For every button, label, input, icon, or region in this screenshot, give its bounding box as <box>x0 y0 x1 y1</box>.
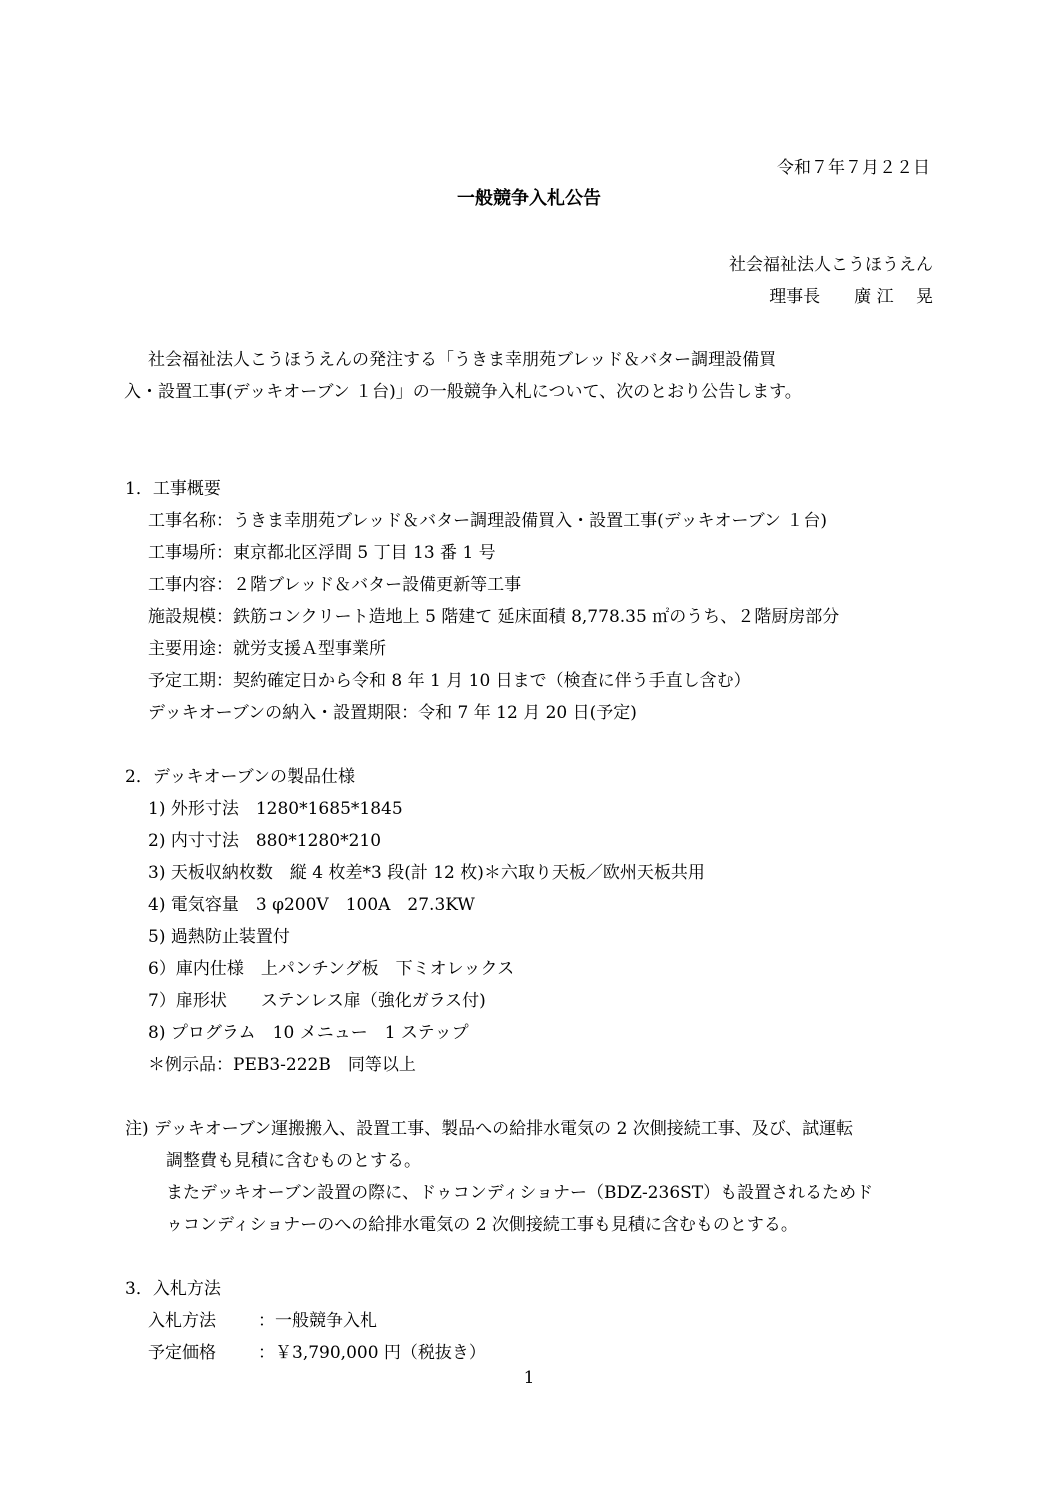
list-item: 6）庫内仕様 上パンチング板 下ミオレックス <box>148 959 515 979</box>
document-title: 一般競争入札公告 <box>457 188 601 209</box>
note-line-1: 注) デッキオーブン運搬搬入、設置工事、製品への給排水電気の 2 次側接続工事、及び、試運転 <box>125 1119 854 1139</box>
note-line-4: ゥコンディショナーのへの給排水電気の 2 次側接続工事も見積に含むものとする。 <box>166 1215 798 1235</box>
note-line-3: またデッキオーブン設置の際に、ドゥコンディショナー（BDZ-236ST）も設置されるためド <box>166 1183 874 1203</box>
list-item: 3) 天板収納枚数 縦 4 枚差*3 段(計 12 枚)＊六取り天板／欧州天板共用 <box>148 863 705 883</box>
chairman-name: 理事長 廣 江 晃 <box>769 287 933 307</box>
list-item: 1) 外形寸法 1280*1685*1845 <box>148 799 403 819</box>
field-value: ：一般競争入札 <box>258 1311 377 1331</box>
list-item: 工事内容：２階ブレッド＆バター設備更新等工事 <box>148 575 522 595</box>
section-heading: 2．デッキオーブンの製品仕様 <box>125 767 355 787</box>
section-heading: 1．工事概要 <box>125 479 221 499</box>
list-item: 8) プログラム 10 メニュー 1 ステップ <box>148 1023 469 1043</box>
list-item: ＊例示品：PEB3-222B 同等以上 <box>148 1055 416 1075</box>
field-value: ：￥3,790,000 円（税抜き） <box>258 1343 486 1363</box>
note-line-2: 調整費も見積に含むものとする。 <box>166 1151 421 1171</box>
list-item: 施設規模：鉄筋コンクリート造地上 5 階建て 延床面積 8,778.35 ㎡のうち、２階厨房部分 <box>148 607 840 627</box>
list-item: 主要用途：就労支援Ａ型事業所 <box>148 639 386 659</box>
list-item: 4) 電気容量 3 φ200V 100A 27.3KW <box>148 895 475 915</box>
intro-line-1: 社会福祉法人こうほうえんの発注する「うきま幸朋苑ブレッド＆バター調理設備買 <box>148 350 777 370</box>
intro-line-2: 入・設置工事(デッキオーブン １台)」の一般競争入札について、次のとおり公告します。 <box>124 382 802 402</box>
list-item: 予定工期：契約確定日から令和 8 年 1 月 10 日まで（検査に伴う手直し含む） <box>148 671 751 691</box>
document-date: 令和７年７月２２日 <box>777 158 930 178</box>
list-item: 工事名称：うきま幸朋苑ブレッド＆バター調理設備買入・設置工事(デッキオーブン １台) <box>148 511 827 531</box>
list-item: 5) 過熱防止装置付 <box>148 927 290 947</box>
list-item: デッキオーブンの納入・設置期限：令和 7 年 12 月 20 日(予定) <box>148 703 637 723</box>
field-label: 予定価格 <box>148 1343 216 1363</box>
page-number: 1 <box>523 1368 535 1388</box>
section-heading: 3．入札方法 <box>125 1279 221 1299</box>
list-item: 工事場所：東京都北区浮間 5 丁目 13 番 1 号 <box>148 543 496 563</box>
organization-name: 社会福祉法人こうほうえん <box>729 255 933 275</box>
field-label: 入札方法 <box>148 1311 216 1331</box>
list-item: 2) 内寸寸法 880*1280*210 <box>148 831 382 851</box>
list-item: 7）扉形状 ステンレス扉（強化ガラス付) <box>148 991 486 1011</box>
